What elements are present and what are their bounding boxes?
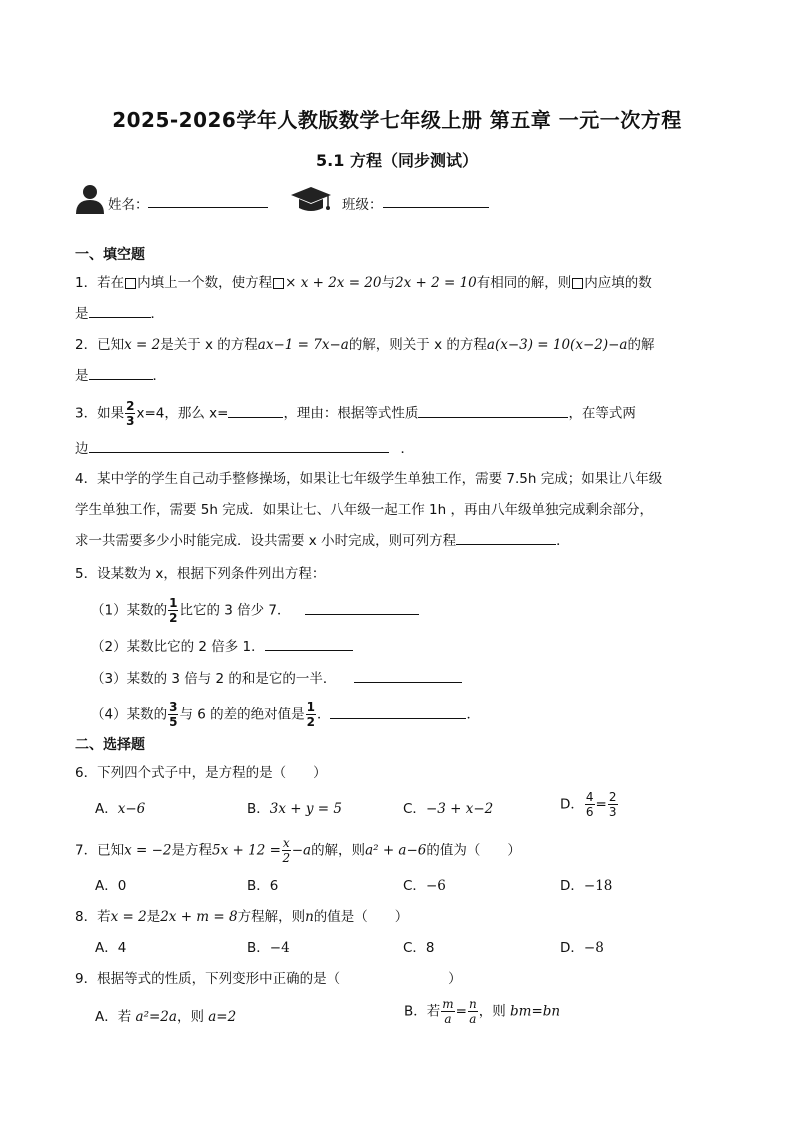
answer-blank[interactable] xyxy=(330,704,466,719)
question-5-intro: 5．设某数为 x，根据下列条件列出方程： xyxy=(75,566,326,582)
answer-blank[interactable] xyxy=(305,600,419,615)
question-8-stem: 8．若x = 2是2x + m = 8方程解，则n的值是（ ） xyxy=(75,909,409,925)
question-5-part-4: （4）某数的 $\frac{3}{5}$ 与 6 的差的绝对值是 $\frac{1}{2}$ ． ． xyxy=(91,700,480,729)
fraction: $\frac{2}{3}$ xyxy=(126,399,135,428)
class-field[interactable] xyxy=(383,192,489,208)
fraction: $\frac{m}{a}$ xyxy=(442,997,454,1026)
section-choice-title: 二、选择题 xyxy=(75,737,145,753)
fraction: $\frac{3}{5}$ xyxy=(169,700,178,729)
answer-blank[interactable] xyxy=(228,403,283,418)
answer-blank[interactable] xyxy=(89,365,153,380)
class-label: 班级： xyxy=(342,197,383,213)
section-fill-blank-title: 一、填空题 xyxy=(75,247,145,263)
page-title: 2025-2026学年人教版数学七年级上册 第五章 一元一次方程 xyxy=(112,108,682,132)
answer-blank[interactable] xyxy=(265,636,353,651)
question-9-stem: 9．根据等式的性质，下列变形中正确的是（ ） xyxy=(75,971,462,987)
fraction: $\frac{x}{2}$ xyxy=(282,836,291,865)
answer-blank[interactable] xyxy=(89,438,389,453)
question-4-line-3: 求一共需要多少小时能完成．设共需要 x 小时完成，则可列方程 ． xyxy=(75,529,570,549)
question-5-part-2: （2）某数比它的 2 倍多 1． xyxy=(91,635,353,655)
blank-box-icon xyxy=(572,278,583,289)
q9-option-a[interactable]: A．若 a²=2a，则 a=2 xyxy=(95,1009,237,1025)
q6-option-b[interactable]: B．3x + y = 5 xyxy=(247,801,342,817)
question-3-line-2: 边 ． xyxy=(75,437,414,457)
q7-option-a[interactable]: A．0 xyxy=(95,878,127,894)
q9-option-b[interactable]: B．若 $\frac{m}{a}$ = $\frac{n}{a}$ ，则 bm=bn xyxy=(404,997,561,1026)
question-5-part-1: （1）某数的 $\frac{1}{2}$ 比它的 3 倍少 7． xyxy=(91,597,419,624)
question-1-line-2: 是 ． xyxy=(75,302,164,322)
question-5-part-3: （3）某数的 3 倍与 2 的和是它的一半． xyxy=(91,667,462,687)
answer-blank[interactable] xyxy=(89,303,151,318)
answer-blank[interactable] xyxy=(354,668,462,683)
q8-option-a[interactable]: A．4 xyxy=(95,940,127,956)
q6-option-d[interactable]: D． $\frac{4}{6}$ = $\frac{2}{3}$ xyxy=(560,790,617,819)
q8-option-d[interactable]: D．−8 xyxy=(560,940,604,956)
answer-blank[interactable] xyxy=(418,403,568,418)
q7-option-c[interactable]: C．−6 xyxy=(403,878,446,894)
question-4-line-1: 4．某中学的学生自己动手整修操场，如果让七年级学生单独工作，需要 7.5h 完成；如果让八年级 xyxy=(75,471,663,487)
fraction: $\frac{1}{2}$ xyxy=(169,596,178,625)
q8-option-c[interactable]: C．8 xyxy=(403,940,435,956)
person-icon xyxy=(75,184,105,214)
answer-blank[interactable] xyxy=(456,530,556,545)
blank-box-icon xyxy=(125,278,136,289)
fraction: $\frac{4}{6}$ xyxy=(585,790,594,819)
question-4-line-2: 学生单独工作，需要 5h 完成．如果让七、八年级一起工作 1h ，再由八年级单独完成剩余部分， xyxy=(75,502,653,518)
q7-option-b[interactable]: B．6 xyxy=(247,878,279,894)
question-2-line-1: 2．已知x = 2是关于 x 的方程ax−1 = 7x−a的解，则关于 x 的方程a(x−3) = 10(x−2)−a的解 xyxy=(75,337,655,353)
name-label: 姓名： xyxy=(108,197,149,213)
question-2-line-2: 是 ． xyxy=(75,364,166,384)
question-3-line-1: 3．如果 $\frac{2}{3}$ x=4，那么 x= ，理由：根据等式性质 ，在等式两 xyxy=(75,399,636,428)
fraction: $\frac{n}{a}$ xyxy=(468,997,477,1026)
page-subtitle: 5.1 方程（同步测试） xyxy=(316,151,478,170)
q6-option-c[interactable]: C．−3 + x−2 xyxy=(403,801,494,817)
fraction: $\frac{1}{2}$ xyxy=(306,700,315,729)
q8-option-b[interactable]: B．−4 xyxy=(247,940,290,956)
question-6-stem: 6．下列四个式子中，是方程的是（ ） xyxy=(75,765,327,781)
q6-option-a[interactable]: A．x−6 xyxy=(95,801,146,817)
blank-box-icon xyxy=(273,278,284,289)
q7-option-d[interactable]: D．−18 xyxy=(560,878,613,894)
question-7-stem: 7．已知x = −2是方程5x + 12 = $\frac{x}{2}$ −a的解，则a² + a−6的值为（ ） xyxy=(75,836,521,865)
fraction: $\frac{2}{3}$ xyxy=(608,790,617,819)
graduation-cap-icon xyxy=(289,186,333,214)
name-field[interactable] xyxy=(148,192,268,208)
question-1-line-1: 1．若在 内填上一个数，使方程 × x + 2x = 20与2x + 2 = 10有相同的解，则 内应填的数 xyxy=(75,275,652,291)
